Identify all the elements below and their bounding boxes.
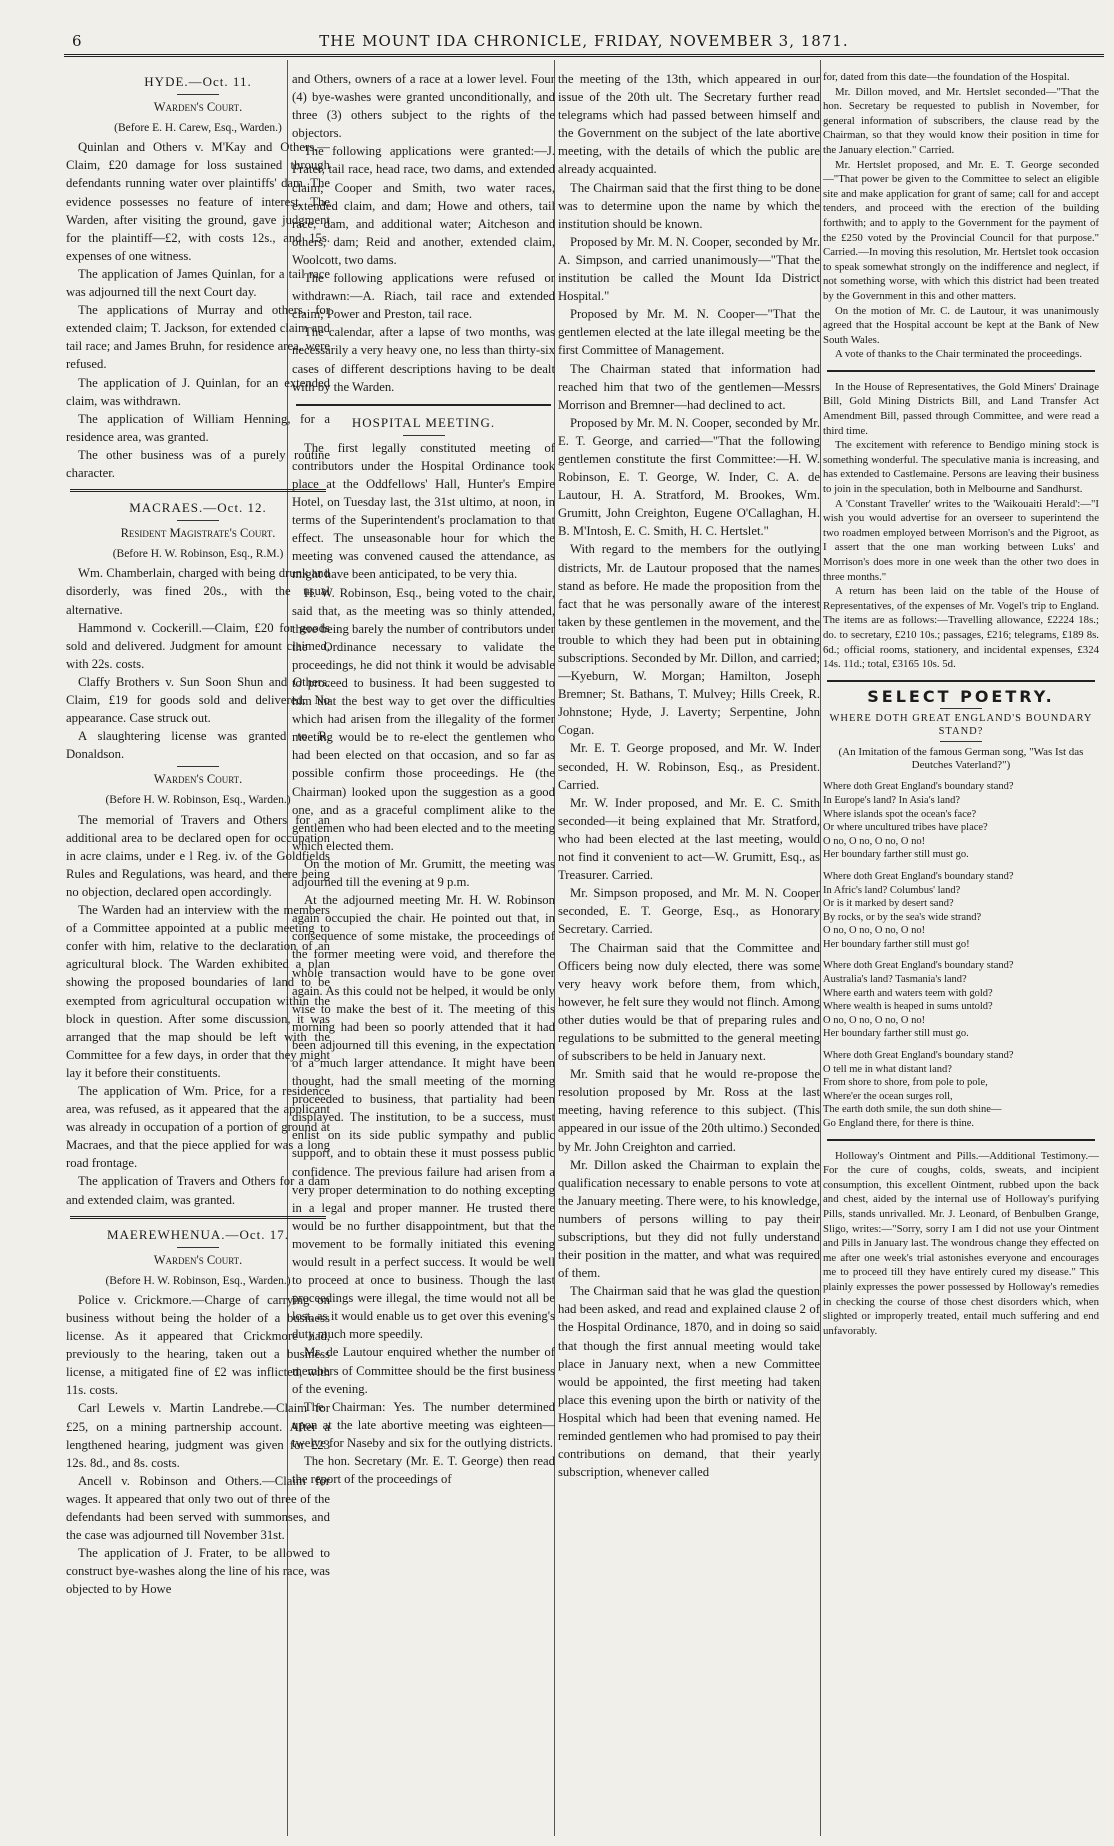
column-1 xyxy=(66,70,330,1840)
poem-line: Where doth Great England's boundary stand? xyxy=(823,960,1014,972)
paragraph: Police v. Crickmore.—Charge of carrying on business without being the holder of a business license. As it appeared that Crickmore had, previously to the hearing, taken out a business license, a mitigated fine of £2 was inflicted, with 11s. costs. xyxy=(66,1292,330,1398)
paragraph: Mr. de Lautour enquired whether the number of members of Committee should be the first business of the evening. xyxy=(292,1345,555,1396)
section-header-hospital-meeting: HOSPITAL MEETING. xyxy=(351,414,496,430)
court-presiding: (Before E. H. Carew, Esq., Warden.) xyxy=(114,122,282,135)
paragraph: Proposed by Mr. M. N. Cooper, seconded by Mr. A. Simpson, and carried unanimously—"That the institution be called the Mount Ida District Hospital." xyxy=(558,234,820,304)
court-heading: Warden's Court. xyxy=(153,100,243,115)
paragraph: The Chairman said that the first thing to be done was to determine upon the name by which the institution should be known. xyxy=(558,180,820,231)
paragraph: The following applications were refused or withdrawn:—A. Riach, tail race and extended claim; Power and Preston, tail race. xyxy=(292,271,555,322)
court-heading: Resident Magistrate's Court. xyxy=(120,526,276,541)
paragraph: Mr. Hertslet proposed, and Mr. E. T. George seconded—"That power be given to the Committee to select an eligible site and make application for grant of same; call for and accept tenders, and proceed with the erection of the building forthwith; and to apply to the Government for the payment of the £250 voted by the Provincial Council for that purpose." Carried.—In moving this resolution, Mr. Hertslet took occasion to speak somewhat strongly on the indifference and neglect, if not something worse, with which this district had been treated by the Government in this and other matters. xyxy=(823,158,1099,302)
short-rule xyxy=(177,766,219,767)
paragraph: The Chairman stated that information had reached him that two of the gentlemen—Messrs Morrison and Bremner—had declined to act. xyxy=(558,361,820,412)
paragraph: for, dated from this date—the foundation of the Hospital. xyxy=(823,71,1070,83)
paragraph: Mr. Smith said that he would re-propose the resolution proposed by Mr. Ross at the last meeting, having reference to this subject. (This appeared in our issue of the 20th ultimo.) Seconded by Mr. John Creighton and carried. xyxy=(558,1067,820,1154)
column-4 xyxy=(823,70,1099,1840)
poem-line: Her boundary farther still must go. xyxy=(823,1028,969,1040)
short-rule xyxy=(940,741,982,742)
paragraph: On the motion of Mr. C. de Lautour, it was unanimously agreed that the Hospital account be kept at the Bank of New South Wales. xyxy=(823,304,1099,346)
advertisement-holloway: Holloway's Ointment and Pills.—Additional Testimony.—For the cure of coughs, colds, sweats, and incipient consumption, this excellent Ointment, rubbed upon the back and chest, aided by the internal use of Holloway's purifying Pills, stands unrivalled. Mr. J. Leonard, of Benbulben Grange, Sligo, writes:—"Sorry, sorry I am I did not use your Ointment and Pills in January last. The wondrous change they effected on me after one week's trial astonishes everyone and encourages me to proceed till they have entirely cured my disease." This plainly expresses the power possessed by Holloway's remedies in checking the course of those chest disorders which, when slighted or improperly treated, entail much suffering and end unfavorably. xyxy=(823,1149,1099,1337)
paragraph: The other business was of a purely routine character. xyxy=(66,447,330,480)
poem-title: WHERE DOTH GREAT ENGLAND'S BOUNDARY STAND? xyxy=(829,713,1093,738)
paragraph: On the motion of Mr. Grumitt, the meeting was adjourned till the evening at 9 p.m. xyxy=(292,856,555,890)
poem-intro: (An Imitation of the famous German song, "Was Ist das Deutches Vaterland?") xyxy=(838,746,1084,772)
section-rule xyxy=(827,370,1095,372)
paragraph: With regard to the members for the outlying districts, Mr. de Lautour proposed that the names stand as before. He made the proposition from the fact that he was personally aware of the interest taken by these gentlemen in the movement, and the trouble to which they had been put in obtaining subscriptions. Seconded by Mr. Dillon, and carried;—Kyeburn, W. Morgan; Hamilton, Joseph Bremner; St. Bathans, T. Mulvey; Hills Creek, R. Johnstone; Hyde, J. Laverty; Serpentine, John Cogan. xyxy=(558,542,820,738)
paragraph: Quinlan and Others v. M'Kay and Others.—Claim, £20 damage for loss sustained through defendants running water over plaintiffs' dam. The evidence possesses no feature of interest. The Warden, after visiting the ground, gave judgment for the plaintiff—£2, with costs 12s., and 15s. expenses of one witness. xyxy=(66,140,330,263)
short-rule xyxy=(940,708,982,709)
paragraph: The application of Wm. Price, for a residence area, was refused, as it appeared that the applicant was already in occupation of a portion of ground at Macraes, and that the piece applied for was a long road frontage. xyxy=(66,1083,330,1171)
poem-line: Go England there, for there is thine. xyxy=(823,1118,975,1129)
masthead xyxy=(64,30,1104,52)
court-heading: Warden's Court. xyxy=(153,1252,243,1267)
paragraph: A 'Constant Traveller' writes to the 'Waikouaiti Herald':—"I wish you would advertise for an overseer to superintend the two roadmen employed between Morrison's and the Pigroot, as I assert that the one man working between Luks' and Morrison's does more in one week than the other two does in three months." xyxy=(823,497,1099,583)
paragraph: and Others, owners of a race at a lower level. Four (4) bye-washes were granted unconditionally, and three (3) others subject to the rights of the objectors. xyxy=(292,72,555,141)
paragraph: The Chairman said that the Committee and Officers being now duly elected, there was some very heavy work before them, from which, however, he felt sure they would not flinch. Among other duties would be that of preparing rules and regulations to be submitted to the general meeting of subscribers to be held in January next. xyxy=(558,940,820,1064)
poem-line: Where doth Great England's boundary stand? xyxy=(823,781,1014,793)
paragraph: In the House of Representatives, the Gold Miners' Drainage Bill, Gold Mining Districts Bill, and Land Transfer Act Amendment Bill, passed through Committee, and were read a third time. xyxy=(823,380,1099,437)
poem-line: O no, O no, O no, O no! xyxy=(823,1014,926,1026)
poem-line: Her boundary farther still must go. xyxy=(823,849,969,861)
paragraph: The Chairman: Yes. The number determined upon at the late abortive meeting was eighteen—twelve for Naseby and six for the outlying districts. xyxy=(292,1399,555,1450)
paragraph: The calendar, after a lapse of two months, was necessarily a very heavy one, no less than thirty-six cases of different descriptions having to be dealt with by the Warden. xyxy=(292,325,555,394)
poem-line: Where doth Great England's boundary stand? xyxy=(823,1050,1014,1062)
section-header-hyde: HYDE.—Oct. 11. xyxy=(144,74,252,89)
paragraph: The application of William Henning, for a residence area, was granted. xyxy=(66,411,330,444)
poem-line: Where doth Great England's boundary stand? xyxy=(823,870,1014,882)
court-heading: Warden's Court. xyxy=(153,772,243,787)
section-header-maerewhenua: MAEREWHENUA.—Oct. 17. xyxy=(106,1226,290,1242)
page-number: 6 xyxy=(72,32,82,50)
paragraph: Carl Lewels v. Martin Landrebe.—Claim for £25, on a mining partnership account. After a lengthened hearing, judgment was given for £23 12s. 8d., and 8s. costs. xyxy=(66,1401,330,1470)
paragraph: the meeting of the 13th, which appeared in our issue of the 20th ult. The Secretary further read telegrams which had passed between himself and the Government on the subject of the late abortive meeting, with the details of which the public are already acquainted. xyxy=(558,72,820,177)
poem-stanza xyxy=(823,1049,1099,1131)
paragraph: Mr. E. T. George proposed, and Mr. W. Inder seconded, H. W. Robinson, Esq., as President. Carried. xyxy=(558,741,820,792)
paragraph: Mr. Dillon asked the Chairman to explain the qualification necessary to enable persons to vote at the January meeting. There were, to his knowledge, numbers of persons willing to pay their subscriptions, but they did not fully understand their position in the matter, and what was required of them. xyxy=(558,1157,820,1281)
paragraph: The applications of Murray and others, for extended claim; T. Jackson, for extended claim and tail race; and James Bruhn, for residence area, were refused. xyxy=(66,303,330,372)
short-rule xyxy=(177,94,219,95)
poetry-header: SELECT POETRY. xyxy=(867,686,1055,706)
paragraph: The first legally constituted meeting of contributors under the Hospital Ordinance took place at the Oddfellows' Hall, Hunter's Empire Hotel, on Tuesday last, the 31st ultimo, at noon, in terms of the Superintendent's proclamation to that effect. The unseasonable hour for which the meeting was convened caused the attendance, as might have been anticipated, to be very thia. xyxy=(292,440,555,582)
short-rule xyxy=(177,520,219,521)
section-rule xyxy=(70,489,326,492)
paragraph: The memorial of Travers and Others for an additional area to be declared open for occupation in acre claims, under e l Reg. iv. of the Goldfields Rules and Regulations, was heard, and there being no objection, declared open accordingly. xyxy=(66,812,330,899)
short-rule xyxy=(177,1247,219,1248)
paragraph: At the adjourned meeting Mr. H. W. Robinson again occupied the chair. He pointed out that, in consequence of some mistake, the proceedings of the former meeting were void, and therefore the whole transaction would have to be gone over again. As this could not be helped, it would be only wise to make the best of it. The meeting of this morning had been so poorly attended that it had been adjourned till this evening, in the expectation of a much larger attendance. It might have been thought, had the small meeting of the morning proceeded to business, that partiality had been displayed. The institution, to be a success, must enlist on its side public sympathy and public support, and to obtain these it must possess public confidence. The previous failure had arisen from a very proper determination to do nothing excepting in a legal and proper manner. He trusted there would be no further disappointment, but that the movement to be formally initiated this evening would result in a perfect success. It would be well to proceed at once to business. Though the last proceedings were illegal, the time would not all be lost, as it would enable us to get over this evening's duty much more speedily. xyxy=(292,893,555,1342)
paragraph: The excitement with reference to Bendigo mining stock is something wonderful. The speculative mania is increasing, and has extended to Castlemaine. Persons are leaving their business to join in the speculation, both in Melbourne and Sandhurst. xyxy=(823,439,1099,496)
poem-line: O tell me in what distant land? xyxy=(823,1063,952,1075)
paragraph: H. W. Robinson, Esq., being voted to the chair, said that, as the meeting was so thinly attended, there being barely the number of contributors under the Ordinance necessary to validate the proceedings, he did not think it would be advisable to proceed to business. It had been suggested to him that the best way to get over the difficulties which had arisen from the illegality of the former meeting would be to re-elect the gentlemen who had been elected on that occasion, and so far as possible confirm those proceedings. He (the Chairman) looked upon the suggestion as a good one, and as a graceful compliment alike to the gentlemen who had been elected and to the meeting which elected them. xyxy=(292,585,555,853)
paragraph: A vote of thanks to the Chair terminated the proceedings. xyxy=(835,348,1083,361)
poem-line: Where earth and waters teem with gold? xyxy=(823,987,993,999)
masthead-rule xyxy=(64,54,1104,57)
poem-line: Or is it marked by desert sand? xyxy=(823,898,954,910)
poem-line: Where wealth is heaped in sums untold? xyxy=(823,1001,993,1013)
paragraph: The following applications were granted:—J. Frater, tail race, head race, two dams, and extended claim; Cooper and Smith, two water races, extended claim, and dam; Howe and others, tail race, dam, and additional water; Aitcheson and others, dam; Reid and another, extended claim, Woolcott, two dams. xyxy=(292,144,555,267)
paragraph: The Chairman said that he was glad the question had been asked, and read and explained clause 2 of the Hospital Ordinance, 1870, and in doing so said that though the first annual meeting would take place in January next, when a new Committee would be appointed, the first meeting had taken place this evening upon the birth or nativity of the Hospital which had been that evening named. He reminded gentlemen who had promised to pay their contributions on demand, that their yearly subscription, whenever called xyxy=(558,1284,820,1480)
column-3 xyxy=(558,70,820,1840)
court-presiding: (Before H. W. Robinson, Esq., R.M.) xyxy=(112,548,284,561)
column-2 xyxy=(292,70,555,1840)
section-rule xyxy=(296,404,551,406)
newspaper-title: THE MOUNT IDA CHRONICLE, FRIDAY, NOVEMBER 3, 1871. xyxy=(319,32,849,50)
poem-line: Australia's land? Tasmania's land? xyxy=(823,974,967,986)
paragraph: Ancell v. Robinson and Others.—Claim for wages. It appeared that only two out of three of the defendants had been served with summonses, and the case was adjourned till November 31st. xyxy=(66,1473,330,1543)
poem-line: In Afric's land? Columbus' land? xyxy=(823,884,961,896)
paragraph: Wm. Chamberlain, charged with being drunk and disorderly, was fined 20s., with the usual alternative. xyxy=(66,566,330,617)
column-divider xyxy=(820,60,821,1836)
section-rule xyxy=(827,1139,1095,1141)
poem-line: O no, O no, O no, O no! xyxy=(823,925,926,937)
paragraph: Mr. Simpson proposed, and Mr. M. N. Cooper seconded, E. T. George, Esq., as Honorary Secretary. Carried. xyxy=(558,886,820,937)
paragraph: A slaughtering license was granted to R. Donaldson. xyxy=(66,729,330,762)
paragraph: Mr. W. Inder proposed, and Mr. E. C. Smith seconded—it being explained that Mr. Stratford, who had been elected at the last meeting, would not find it convenient to act—W. Grumitt, Esq., as Treasurer. Carried. xyxy=(558,795,820,883)
poem-stanza xyxy=(823,959,1099,1041)
court-presiding: (Before H. W. Robinson, Esq., Warden.) xyxy=(105,1274,291,1287)
short-rule xyxy=(403,435,445,436)
paragraph: The application of James Quinlan, for a tail race was adjourned till the next Court day. xyxy=(66,266,330,300)
section-rule xyxy=(827,680,1095,682)
paragraph: The application of J. Quinlan, for an extended claim, was withdrawn. xyxy=(66,375,330,408)
poem-stanza xyxy=(823,780,1099,862)
paragraph: The application of J. Frater, to be allowed to construct bye-washes along the line of his race, was objected to by Howe xyxy=(66,1546,330,1597)
paragraph: The application of Travers and Others for a dam and extended claim, was granted. xyxy=(66,1174,330,1207)
poem-line: By rocks, or by the sea's wide strand? xyxy=(823,911,982,923)
poem-stanza xyxy=(823,870,1099,952)
section-rule xyxy=(70,1216,326,1219)
poem-line: In Europe's land? In Asia's land? xyxy=(823,794,961,806)
paragraph: A return has been laid on the table of the House of Representatives, of the expenses of Mr. Vogel's trip to England. The items are as follows:—Travelling allowance, £2224 18s.; do. to secretary, £210 10s.; passages, £216; telegrams, £189 8s. 6d.; official rooms, stationery, and incidental expenses, £324 14s. 11d.; total, £3165 10s. 5d. xyxy=(823,585,1099,671)
paragraph: Mr. Dillon moved, and Mr. Hertslet seconded—"That the hon. Secretary be requested to publish in November, for general information of subscribers, the clause read by the Chairman, so that they would know their position in time for the January election." Carried. xyxy=(823,85,1099,156)
paragraph: The hon. Secretary (Mr. E. T. George) then read the report of the proceedings of xyxy=(292,1454,555,1487)
poem-line: The earth doth smile, the sun doth shine— xyxy=(823,1104,1002,1116)
paragraph: Hammond v. Cockerill.—Claim, £20 for goods sold and delivered. Judgment for amount claimed, with 22s. costs. xyxy=(66,620,330,671)
court-presiding: (Before H. W. Robinson, Esq., Warden.) xyxy=(105,794,291,807)
paragraph: Proposed by Mr. M. N. Cooper, seconded by Mr. E. T. George, and carried—"That the following gentlemen constitute the first Committee:—H. W. Robinson, E. T. George, W. Inder, C. A. de Lautour, H. A. Stratford, M. Brookes, Wm. Grumitt, John Creighton, Eugene O'Callaghan, H. B. M'Intosh, E. C. Smith, H. C. Hertslet." xyxy=(558,415,820,539)
poem-line: Or where uncultured tribes have place? xyxy=(823,822,988,834)
poem-line: Her boundary farther still must go! xyxy=(823,938,970,950)
poem-line: Where islands spot the ocean's face? xyxy=(823,808,977,820)
paragraph: Proposed by Mr. M. N. Cooper—"That the gentlemen elected at the late illegal meeting be the first Committee of Management. xyxy=(558,307,820,358)
poem-line: From shore to shore, from pole to pole, xyxy=(823,1077,988,1089)
paragraph: Claffy Brothers v. Sun Soon Shun and Others. Claim, £19 for goods sold and delivered. No appearance. Case struck out. xyxy=(66,674,330,726)
poem-line: Where'er the ocean surges roll, xyxy=(823,1090,953,1102)
poem-line: O no, O no, O no, O no! xyxy=(823,835,926,847)
paragraph: The Warden had an interview with the members of a Committee appointed at a public meeting to confer with him, relative to the declaration of an agricultural block. The Warden exhibited a plan showing the proposed boundaries of land to be exempted from agricultural occupation within the block in question. After some discussion, it was arranged that the map should be left with the Committee for a few days, in order that they might lay it before their constituents. xyxy=(66,903,330,1080)
section-header-macraes: MACRAES.—Oct. 12. xyxy=(129,500,267,516)
